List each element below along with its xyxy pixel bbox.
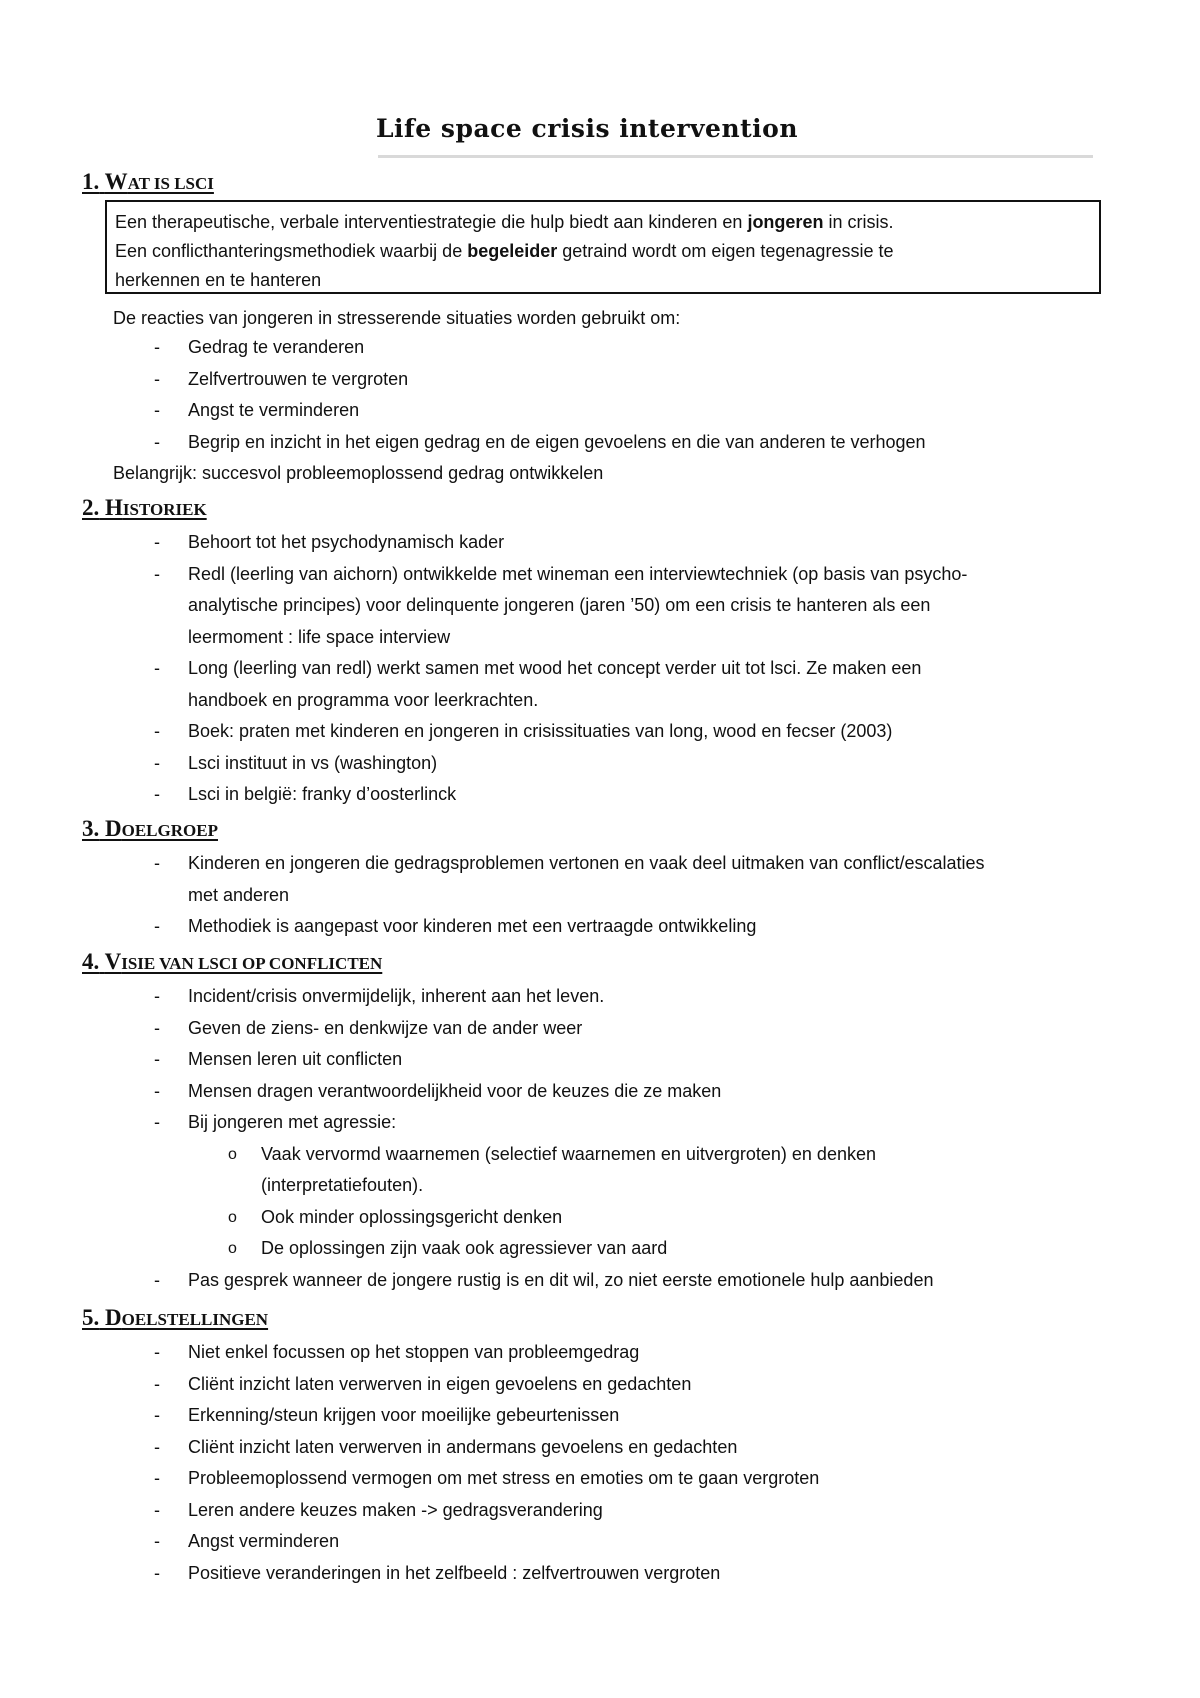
document-title: Life space crisis intervention [375, 114, 799, 143]
section-1-outro: Belangrijk: succesvol probleemoplossend gedrag ontwikkelen [113, 463, 604, 483]
list-item: - Behoort tot het psychodynamisch kader [113, 527, 967, 559]
list-item-continued: analytische principes) voor delinquente jongeren (jaren ’50) om een crisis te hanteren als een [188, 595, 931, 615]
section-1-intro: De reacties van jongeren in stresserende situaties worden gebruikt om: [113, 308, 681, 328]
section-1-list [113, 332, 926, 458]
list-item: - Angst verminderen [113, 1526, 819, 1558]
list-item: - Angst te verminderen [113, 395, 926, 427]
list-item: - Bij jongeren met agressie: [113, 1107, 933, 1139]
list-item: - Leren andere keuzes maken -> gedragsverandering [113, 1495, 819, 1527]
list-item: - Mensen leren uit conflicten [113, 1044, 933, 1076]
section-heading-doelgroep [82, 815, 218, 845]
list-item: - Geven de ziens- en denkwijze van de ander weer [113, 1013, 933, 1045]
list-item: - Long (leerling van redl) werkt samen met wood het concept verder uit tot lsci. Ze maken een [113, 653, 967, 685]
section-number: 2. [82, 495, 100, 520]
list-item-continued: met anderen [188, 884, 290, 905]
list-item: - Positieve veranderingen in het zelfbeeld : zelfvertrouwen vergroten [113, 1558, 819, 1590]
list-item-continued: leermoment : life space interview [188, 626, 451, 647]
section-heading-doelstellingen [82, 1304, 268, 1334]
definition-line-3: herkennen en te hanteren [115, 270, 322, 290]
list-item: - Kinderen en jongeren die gedragsproblemen vertonen en vaak deel uitmaken van conflict/escalaties [113, 848, 985, 880]
sub-list-item: o De oplossingen zijn vaak ook agressiever van aard [113, 1233, 933, 1265]
section-initial: W [104, 169, 128, 194]
section-heading-historiek [82, 494, 207, 524]
list-item-continued: handboek en programma voor leerkrachten. [188, 689, 539, 710]
section-number: 5. [82, 1305, 100, 1330]
list-item: - Cliënt inzicht laten verwerven in eigen gevoelens en gedachten [113, 1369, 819, 1401]
list-item: - Redl (leerling van aichorn) ontwikkelde met wineman een interviewtechniek (op basis van psycho- [113, 559, 967, 591]
section-initial: V [104, 949, 122, 974]
section-initial: D [105, 1305, 122, 1330]
definition-line-1: Een therapeutische, verbale interventiestrategie die hulp biedt aan kinderen en jongeren in crisis. [115, 212, 894, 232]
sub-list-item: o Vaak vervormd waarnemen (selectief waarnemen en uitvergroten) en denken [113, 1139, 933, 1171]
section-number: 3. [82, 816, 100, 841]
list-item: - Methodiek is aangepast voor kinderen met een vertraagde ontwikkeling [113, 911, 985, 943]
section-title-rest: OELGROEP [121, 821, 218, 840]
bold-term-begeleider: begeleider [467, 241, 558, 261]
section-initial: D [105, 816, 122, 841]
list-item: - Incident/crisis onvermijdelijk, inherent aan het leven. [113, 981, 933, 1013]
definition-box [105, 200, 1101, 294]
list-item: - Boek: praten met kinderen en jongeren in crisissituaties van long, wood en fecser (2003) [113, 716, 967, 748]
section-title-rest: OELSTELLINGEN [121, 1310, 269, 1329]
section-title-rest: AT IS LSCI [127, 174, 214, 193]
section-number: 4. [82, 949, 100, 974]
section-heading-wat-is-lsci [82, 168, 214, 198]
list-item: - Zelfvertrouwen te vergroten [113, 364, 926, 396]
list-item: - Mensen dragen verantwoordelijkheid voor de keuzes die ze maken [113, 1076, 933, 1108]
definition-line-2: Een conflicthanteringsmethodiek waarbij de begeleider getraind wordt om eigen tegenagressie te [115, 241, 894, 261]
section-title-rest: ISTORIEK [122, 500, 207, 519]
list-item: - Lsci in belgië: franky d’oosterlinck [113, 779, 967, 811]
sub-list-item: o Ook minder oplossingsgericht denken [113, 1202, 933, 1234]
bold-term-jongeren: jongeren [747, 212, 824, 232]
title-underline-rule [378, 155, 1093, 158]
sub-list-item-continued: (interpretatiefouten). [261, 1175, 424, 1195]
section-5-list [113, 1337, 819, 1589]
list-item: - Pas gesprek wanneer de jongere rustig is en dit wil, zo niet eerste emotionele hulp aanbieden [113, 1265, 933, 1297]
section-initial: H [105, 495, 123, 520]
list-item: - Probleemoplossend vermogen om met stress en emoties om te gaan vergroten [113, 1463, 819, 1495]
section-4-list [113, 981, 933, 1296]
list-item: - Erkenning/steun krijgen voor moeilijke gebeurtenissen [113, 1400, 819, 1432]
section-3-list [113, 848, 985, 943]
section-heading-visie [82, 948, 382, 978]
section-title-rest: ISIE VAN LSCI OP CONFLICTEN [121, 954, 383, 973]
list-item: - Gedrag te veranderen [113, 332, 926, 364]
list-item: - Begrip en inzicht in het eigen gedrag en de eigen gevoelens en die van anderen te verhogen [113, 427, 926, 459]
list-item: - Lsci instituut in vs (washington) [113, 748, 967, 780]
list-item: - Niet enkel focussen op het stoppen van probleemgedrag [113, 1337, 819, 1369]
section-number: 1. [82, 169, 100, 194]
list-item: - Cliënt inzicht laten verwerven in andermans gevoelens en gedachten [113, 1432, 819, 1464]
section-2-list [113, 527, 967, 811]
